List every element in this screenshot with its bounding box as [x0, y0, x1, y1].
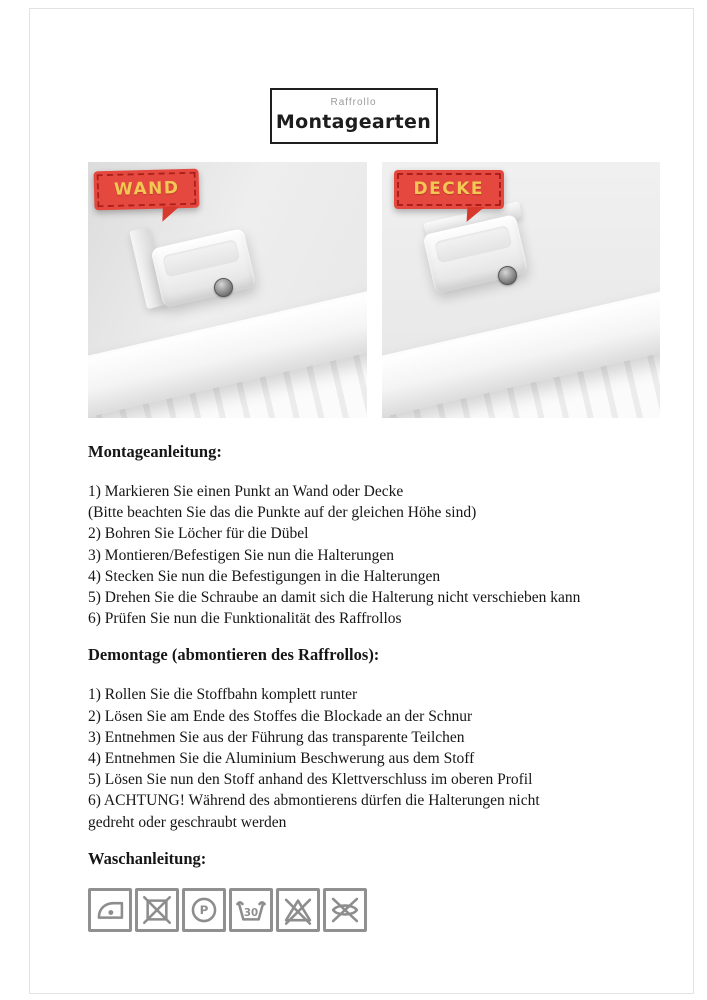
demontage-step-6-cont: gedreht oder geschraubt werden [88, 813, 287, 831]
demontage-step-1: 1) Rollen Sie die Stoffbahn komplett runter [88, 686, 358, 704]
demontage-section [88, 645, 648, 832]
montage-note: (Bitte beachten Sie das die Punkte auf der gleichen Höhe sind) [88, 504, 477, 522]
wand-label: WAND [113, 178, 180, 200]
wash-30-icon [229, 888, 273, 932]
mounting-type-photos [88, 162, 660, 418]
montage-step-6: 6) Prüfen Sie nun die Funktionalität des Raffrollos [88, 610, 402, 628]
demontage-step-2: 2) Lösen Sie am Ende des Stoffes die Blockade an der Schnur [88, 707, 473, 725]
brand-logo [270, 88, 438, 144]
brand-logo-subtitle: Raffrollo [330, 97, 377, 108]
demontage-step-6: 6) ACHTUNG! Während des abmontierens dürfen die Halterungen nicht [88, 792, 540, 810]
dry-clean-letter: P [199, 903, 209, 918]
wash-temp-label: 30 [243, 907, 259, 919]
demontage-step-4: 4) Entnehmen Sie die Aluminium Beschwerung aus dem Stoff [88, 750, 475, 768]
brand-logo-title: Montagearten [275, 111, 432, 133]
do-not-tumble-dry-icon [135, 888, 179, 932]
bracket-screw-icon [498, 266, 517, 285]
demontage-step-5: 5) Lösen Sie nun den Stoff anhand des Klettverschluss im oberen Profil [88, 771, 533, 789]
product-photo-wall-mount [88, 162, 367, 418]
decke-label: DECKE [413, 179, 484, 199]
montage-section [88, 442, 648, 629]
montage-step-1: 1) Markieren Sie einen Punkt an Wand oder Decke [88, 483, 404, 500]
bracket-screw-icon [214, 278, 233, 297]
instruction-text [88, 442, 648, 948]
dry-clean-p-icon [182, 888, 226, 932]
wasch-section [88, 849, 648, 932]
wand-label-ribbon [94, 169, 200, 211]
demontage-step-3: 3) Entnehmen Sie aus der Führung das transparente Teilchen [88, 728, 465, 746]
mounting-bracket [150, 228, 256, 308]
do-not-wring-icon [323, 888, 367, 932]
montage-step-4: 4) Stecken Sie nun die Befestigungen in die Halterungen [88, 567, 441, 585]
care-symbols-row [88, 888, 648, 932]
iron-icon [88, 888, 132, 932]
decke-label-ribbon [394, 170, 505, 209]
montage-step-5: 5) Drehen Sie die Schraube an damit sich die Halterung nicht verschieben kann [88, 589, 581, 607]
wasch-heading: Waschanleitung: [88, 848, 207, 868]
product-photo-ceiling-mount [382, 162, 661, 418]
montage-step-3: 3) Montieren/Befestigen Sie nun die Halterungen [88, 546, 395, 564]
montage-heading: Montageanleitung: [88, 442, 222, 461]
demontage-heading: Demontage (abmontieren des Raffrollos): [88, 645, 380, 665]
do-not-bleach-icon [276, 888, 320, 932]
montage-step-2: 2) Bohren Sie Löcher für die Dübel [88, 525, 309, 543]
